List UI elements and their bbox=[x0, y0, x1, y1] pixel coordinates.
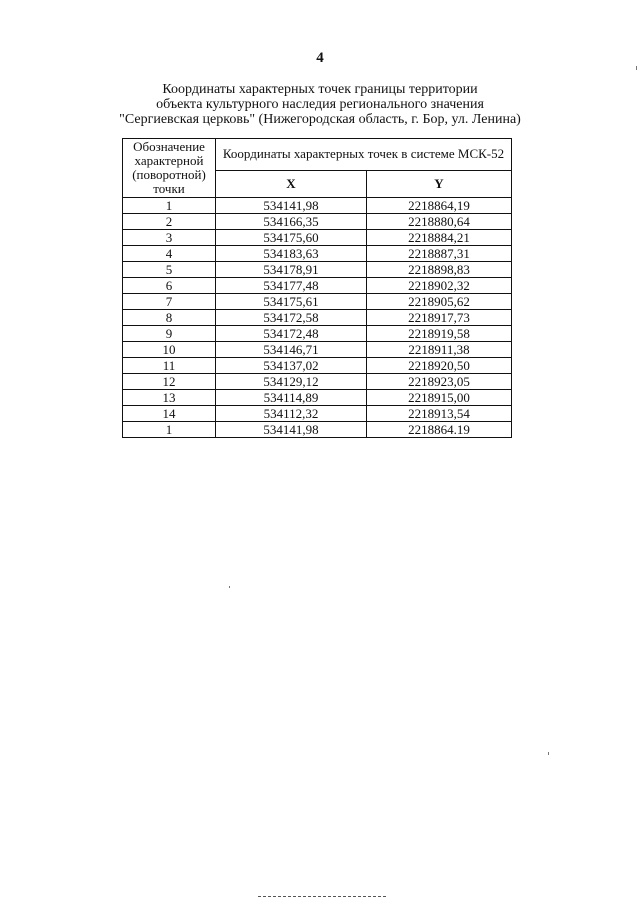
title-line-3: "Сергиевская церковь" (Нижегородская область, г. Бор, ул. Ленина) bbox=[119, 112, 521, 127]
cell-y: 2218917,73 bbox=[367, 310, 512, 326]
cell-point: 6 bbox=[123, 278, 216, 294]
cell-point: 11 bbox=[123, 358, 216, 374]
scan-speck bbox=[229, 586, 230, 588]
cell-x: 534146,71 bbox=[216, 342, 367, 358]
header-x: X bbox=[216, 170, 367, 197]
cell-point: 7 bbox=[123, 294, 216, 310]
table-row bbox=[123, 310, 512, 326]
document-title bbox=[0, 82, 640, 127]
coordinates-table bbox=[122, 138, 512, 438]
cell-y: 2218919,58 bbox=[367, 326, 512, 342]
table-row bbox=[123, 374, 512, 390]
cell-point: 3 bbox=[123, 230, 216, 246]
page-number: 4 bbox=[316, 50, 324, 66]
cell-x: 534114,89 bbox=[216, 390, 367, 406]
table-row bbox=[123, 342, 512, 358]
cell-point: 1 bbox=[123, 198, 216, 214]
table-body bbox=[123, 198, 512, 438]
bottom-divider bbox=[258, 896, 386, 897]
table-row bbox=[123, 390, 512, 406]
header-coordinate-system: Координаты характерных точек в системе МСК-52 bbox=[216, 139, 512, 171]
cell-y: 2218913,54 bbox=[367, 406, 512, 422]
cell-point: 8 bbox=[123, 310, 216, 326]
cell-y: 2218923,05 bbox=[367, 374, 512, 390]
table-row bbox=[123, 262, 512, 278]
cell-x: 534141,98 bbox=[216, 198, 367, 214]
table-row bbox=[123, 422, 512, 438]
cell-x: 534177,48 bbox=[216, 278, 367, 294]
table-row bbox=[123, 198, 512, 214]
scan-speck bbox=[548, 752, 549, 755]
table-row bbox=[123, 358, 512, 374]
table-row bbox=[123, 294, 512, 310]
cell-point: 10 bbox=[123, 342, 216, 358]
cell-y: 2218902,32 bbox=[367, 278, 512, 294]
cell-point: 13 bbox=[123, 390, 216, 406]
header-point-designation: Обозначение характерной (поворотной) точки bbox=[123, 139, 216, 198]
cell-y: 2218905,62 bbox=[367, 294, 512, 310]
cell-y: 2218887,31 bbox=[367, 246, 512, 262]
cell-x: 534172,58 bbox=[216, 310, 367, 326]
table-row bbox=[123, 246, 512, 262]
cell-y: 2218864.19 bbox=[367, 422, 512, 438]
cell-point: 9 bbox=[123, 326, 216, 342]
cell-point: 12 bbox=[123, 374, 216, 390]
cell-x: 534175,60 bbox=[216, 230, 367, 246]
cell-y: 2218864,19 bbox=[367, 198, 512, 214]
cell-point: 1 bbox=[123, 422, 216, 438]
cell-y: 2218898,83 bbox=[367, 262, 512, 278]
scan-speck bbox=[636, 66, 637, 70]
title-line-1: Координаты характерных точек границы территории bbox=[162, 82, 478, 97]
table-row bbox=[123, 214, 512, 230]
cell-x: 534178,91 bbox=[216, 262, 367, 278]
cell-x: 534175,61 bbox=[216, 294, 367, 310]
table-row bbox=[123, 278, 512, 294]
cell-x: 534141,98 bbox=[216, 422, 367, 438]
cell-y: 2218884,21 bbox=[367, 230, 512, 246]
cell-point: 2 bbox=[123, 214, 216, 230]
cell-y: 2218920,50 bbox=[367, 358, 512, 374]
table-row bbox=[123, 230, 512, 246]
cell-x: 534137,02 bbox=[216, 358, 367, 374]
cell-point: 4 bbox=[123, 246, 216, 262]
header-y: Y bbox=[367, 170, 512, 197]
title-line-2: объекта культурного наследия регионального значения bbox=[156, 97, 484, 112]
cell-x: 534183,63 bbox=[216, 246, 367, 262]
cell-x: 534166,35 bbox=[216, 214, 367, 230]
cell-x: 534172,48 bbox=[216, 326, 367, 342]
table-row bbox=[123, 406, 512, 422]
cell-point: 5 bbox=[123, 262, 216, 278]
cell-point: 14 bbox=[123, 406, 216, 422]
table-row bbox=[123, 326, 512, 342]
cell-x: 534112,32 bbox=[216, 406, 367, 422]
cell-y: 2218911,38 bbox=[367, 342, 512, 358]
cell-x: 534129,12 bbox=[216, 374, 367, 390]
cell-y: 2218915,00 bbox=[367, 390, 512, 406]
cell-y: 2218880,64 bbox=[367, 214, 512, 230]
